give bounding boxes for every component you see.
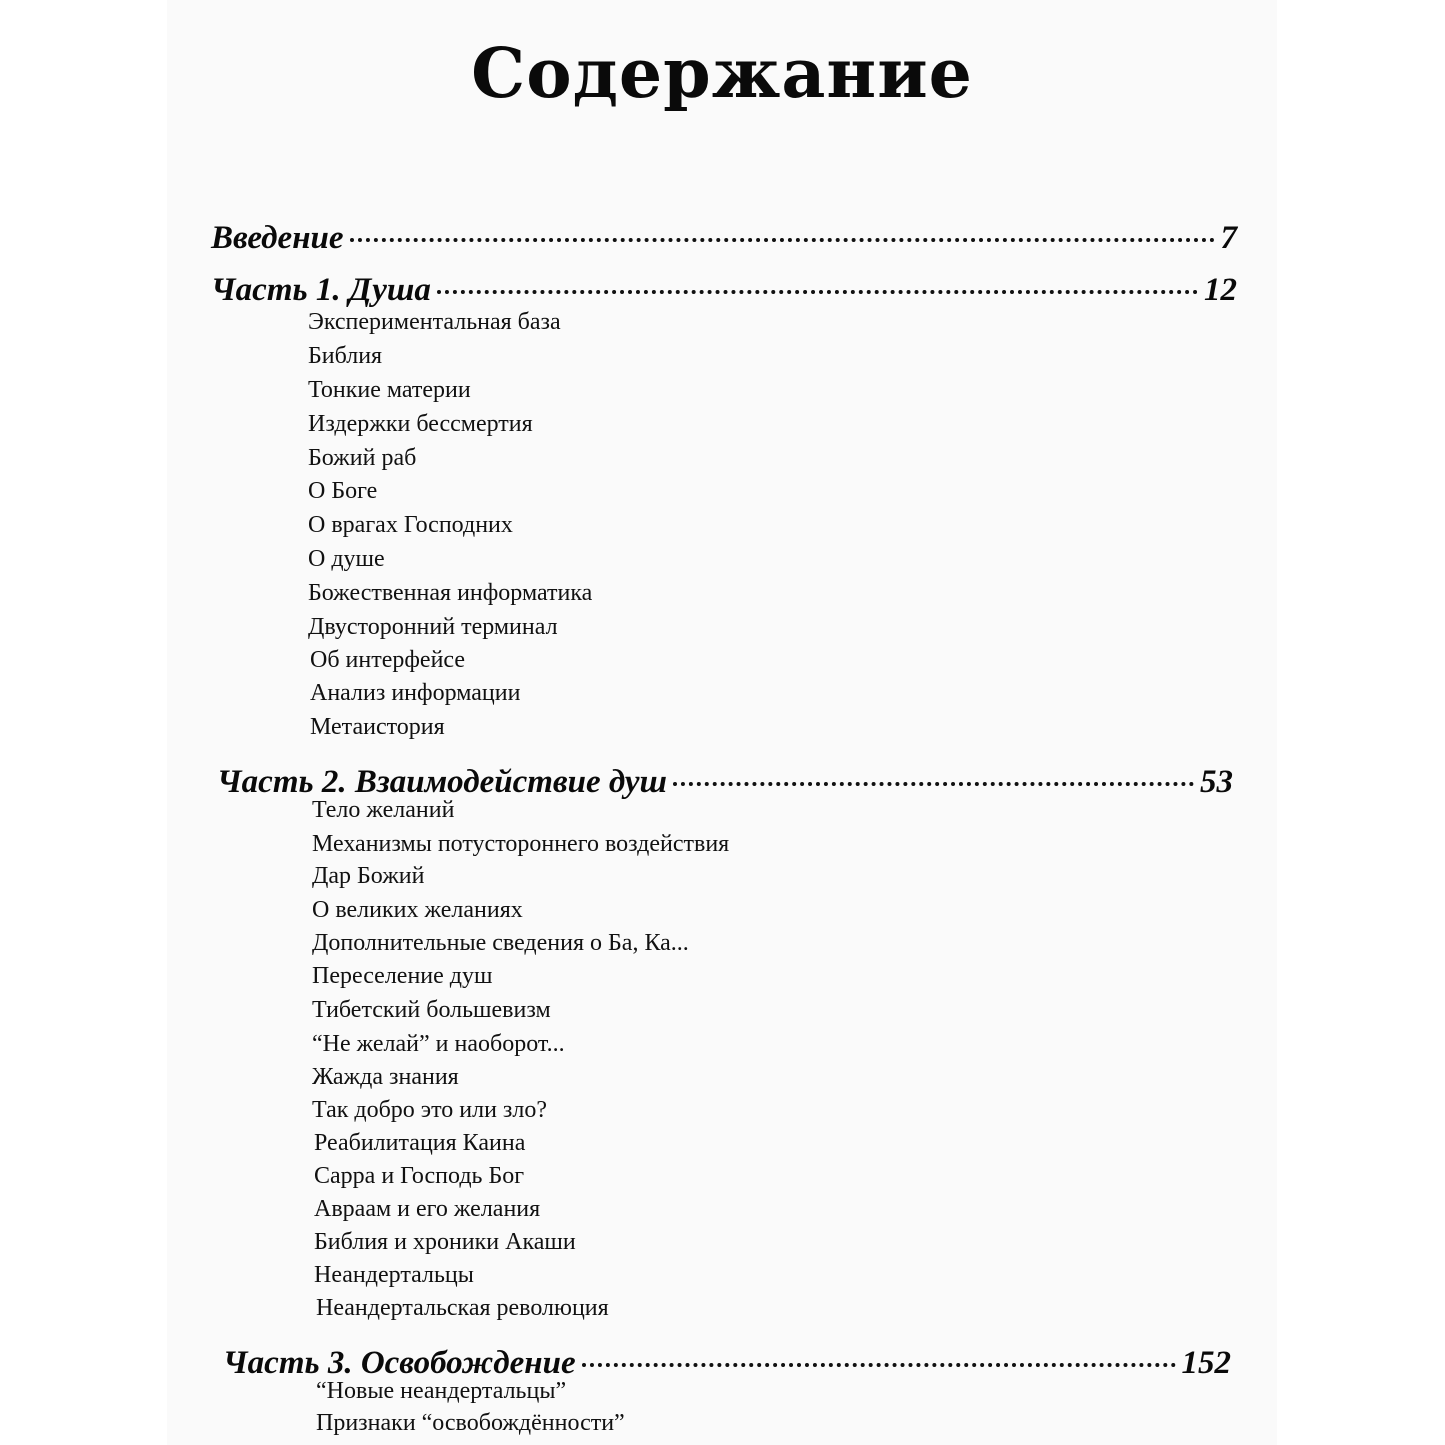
toc-page-number: 53 (1200, 764, 1233, 800)
toc-subsection[interactable]: Об интерфейсе (310, 647, 466, 673)
toc-subsection[interactable]: Библия (308, 343, 383, 369)
toc-subsection[interactable]: Так добро это или зло? (312, 1097, 548, 1123)
toc-entry-part1[interactable] (211, 270, 1237, 310)
toc-subsection[interactable]: Неандертальская революция (316, 1295, 609, 1321)
toc-subsection[interactable]: Метаистория (310, 714, 445, 740)
toc-subsection[interactable]: О душе (308, 546, 385, 572)
page-title: Содержание (471, 34, 973, 114)
toc-subsection[interactable]: Переселение душ (312, 963, 493, 989)
toc-page-number: 7 (1220, 220, 1237, 256)
toc-subsection[interactable]: О врагах Господних (308, 512, 513, 538)
toc-subsection[interactable]: Экспериментальная база (308, 309, 561, 335)
toc-subsection[interactable]: Жажда знания (312, 1064, 459, 1090)
toc-subsection[interactable]: Библия и хроники Акаши (314, 1229, 576, 1255)
toc-entry-intro[interactable] (211, 218, 1237, 258)
toc-subsection[interactable]: Неандертальцы (314, 1262, 474, 1288)
toc-subsection[interactable]: О Боге (308, 478, 378, 504)
toc-subsection[interactable]: Сарра и Господь Бог (314, 1163, 525, 1189)
toc-subsection[interactable]: “Новые неандертальцы” (316, 1378, 567, 1404)
toc-subsection[interactable]: О великих желаниях (312, 897, 523, 923)
toc-subsection[interactable]: Божественная информатика (308, 580, 593, 606)
dot-leader (673, 782, 1194, 786)
toc-subsection[interactable]: “Не желай” и наоборот... (312, 1031, 565, 1057)
toc-page-number: 12 (1204, 272, 1237, 308)
dot-leader (582, 1363, 1176, 1367)
toc-page-number: 152 (1181, 1345, 1231, 1381)
toc-subsection[interactable]: Тело желаний (312, 797, 455, 823)
toc-entry-label: Часть 3. Освобождение (223, 1345, 576, 1381)
toc-subsection[interactable]: Реабилитация Каина (314, 1130, 526, 1156)
toc-subsection[interactable]: Тонкие материи (308, 377, 471, 403)
toc-subsection[interactable]: Двусторонний терминал (308, 614, 558, 640)
toc-entry-label: Часть 2. Взаимодействие душ (217, 764, 667, 800)
toc-subsection[interactable]: Авраам и его желания (314, 1196, 541, 1222)
book-page (167, 0, 1277, 1445)
toc-subsection[interactable]: Издержки бессмертия (308, 411, 533, 437)
toc-subsection[interactable]: Механизмы потустороннего воздействия (312, 831, 730, 857)
toc-entry-label: Часть 1. Душа (211, 272, 431, 308)
toc-subsection[interactable]: Дар Божий (312, 863, 425, 889)
toc-subsection[interactable]: Тибетский большевизм (312, 997, 551, 1023)
toc-subsection[interactable]: Признаки “освобождённости” (316, 1410, 625, 1436)
toc-subsection[interactable]: Анализ информации (310, 680, 521, 706)
dot-leader (437, 290, 1198, 294)
toc-subsection[interactable]: Дополнительные сведения о Ба, Ка... (312, 930, 689, 956)
toc-entry-label: Введение (211, 220, 344, 256)
dot-leader (350, 238, 1215, 242)
toc-subsection[interactable]: Божий раб (308, 445, 417, 471)
